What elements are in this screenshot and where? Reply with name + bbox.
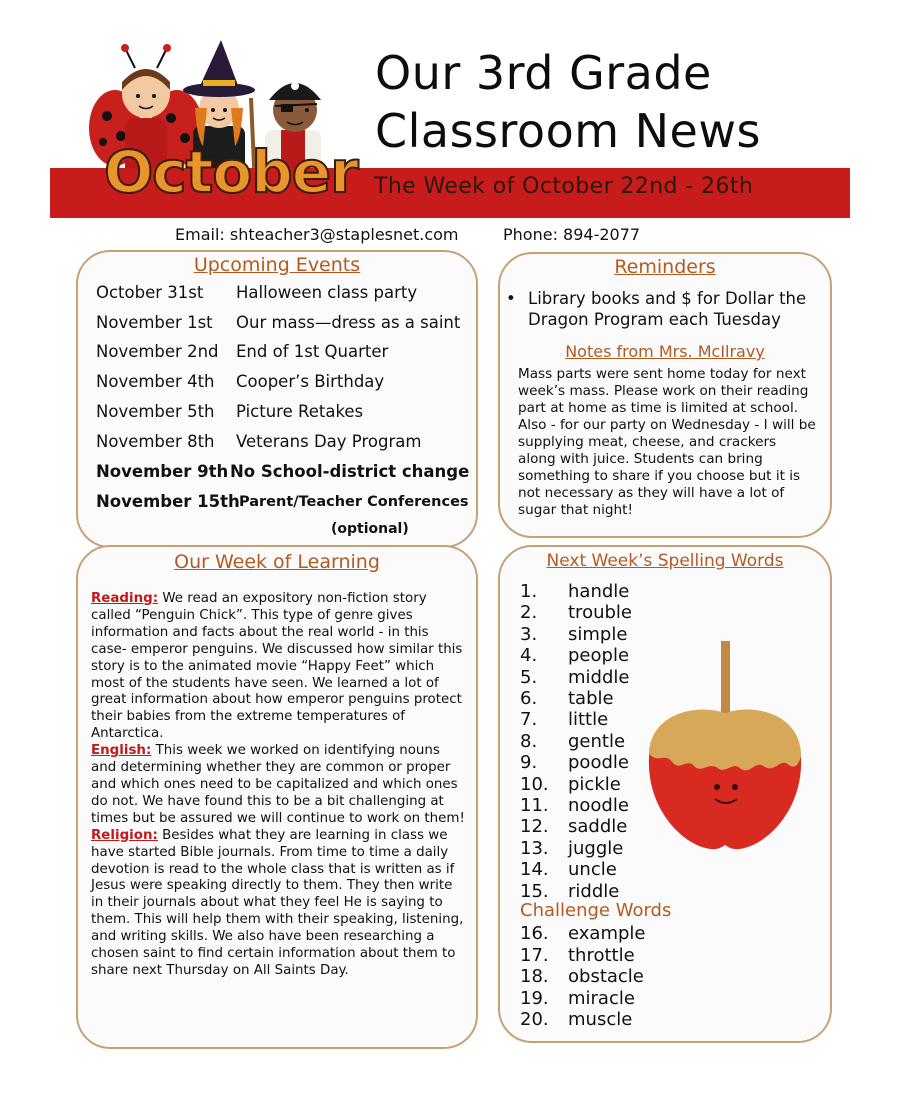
- word-number: 17.: [520, 944, 549, 966]
- word-number: 6.: [520, 688, 538, 709]
- word-number: 9.: [520, 752, 538, 774]
- subject-label: Reading:: [91, 591, 159, 606]
- week-dates: The Week of October 22nd - 26th: [374, 174, 754, 199]
- newsletter-title-line2: Classroom News: [375, 104, 761, 158]
- spelling-word: riddle: [568, 880, 620, 902]
- word-number: 13.: [520, 837, 549, 859]
- week-of-learning-panel: [76, 545, 478, 1049]
- learning-body: [91, 591, 466, 980]
- event-date: November 15th: [96, 492, 240, 511]
- word-number: 18.: [520, 966, 549, 988]
- event-name: Veterans Day Program: [236, 432, 422, 451]
- spelling-word: table: [568, 688, 614, 709]
- subject-text: Besides what they are learning in class we have started Bible journals. From time to time a daily devotion is read to the whole class that is written as if Jesus were speaking directly to them. They then write in their journals about what they feel He is saying to them. This will help them with their speaking, listening, and writing skills. We also have been researching a chosen saint to find certain information about them to share next Thursday on All Saints Day.: [91, 827, 464, 978]
- upcoming-events-heading: Upcoming Events: [193, 254, 361, 276]
- challenge-word: example: [568, 923, 646, 945]
- event-optional-note: (optional): [331, 521, 409, 537]
- learning-section: [91, 828, 466, 980]
- subject-label: English:: [91, 743, 152, 759]
- spelling-word: simple: [568, 623, 628, 645]
- notes-body: Mass parts were sent home today for next week’s mass. Please work on their reading part at home as time is limited at school. Also - for our party on Wednesday - I will be supplying meat, cheese, and crackers along with juice. Students can bring something to share if you choose but it is not necessary as they will have a lot of sugar that night!: [518, 366, 816, 518]
- word-number: 10.: [520, 773, 549, 795]
- learning-heading: Our Week of Learning: [174, 551, 380, 573]
- spelling-word: saddle: [568, 816, 628, 838]
- learning-section: [91, 591, 466, 743]
- word-number: 19.: [520, 987, 549, 1009]
- contact-email: Email: shteacher3@staplesnet.com: [175, 225, 459, 244]
- reminders-heading: Reminders: [614, 256, 716, 278]
- challenge-word: obstacle: [568, 966, 644, 988]
- spelling-word: people: [568, 645, 630, 667]
- event-date: November 4th: [96, 372, 215, 391]
- event-date: November 9th: [96, 462, 229, 481]
- spelling-words-panel: [498, 545, 832, 1043]
- word-number: 11.: [520, 795, 549, 816]
- event-date: November 2nd: [96, 342, 219, 361]
- word-number: 5.: [520, 666, 538, 688]
- bullet-icon: •: [506, 289, 516, 308]
- reminder-text: Library books and $ for Dollar the Dragon Program each Tuesday: [528, 289, 807, 329]
- word-number: 20.: [520, 1009, 549, 1030]
- event-name: Cooper’s Birthday: [236, 372, 385, 391]
- spelling-word: middle: [568, 666, 630, 688]
- word-number: 8.: [520, 730, 538, 752]
- event-name: Halloween class party: [236, 283, 418, 302]
- word-number: 4.: [520, 645, 538, 667]
- spelling-heading: Next Week’s Spelling Words: [546, 551, 784, 571]
- spelling-word: gentle: [568, 730, 626, 752]
- event-name: No School-district change: [230, 462, 470, 481]
- upcoming-events-panel: [76, 250, 478, 548]
- word-number: 15.: [520, 880, 549, 902]
- spelling-word: pickle: [568, 773, 621, 795]
- word-number: 7.: [520, 709, 538, 731]
- notes-heading: Notes from Mrs. McIlravy: [565, 342, 765, 361]
- spelling-word: handle: [568, 581, 630, 602]
- word-number: 16.: [520, 923, 549, 945]
- event-date: November 8th: [96, 432, 215, 451]
- spelling-word: little: [568, 709, 609, 731]
- newsletter-title-line1: Our 3rd Grade: [375, 46, 712, 100]
- event-name: Our mass—dress as a saint: [236, 313, 461, 332]
- event-date: November 5th: [96, 402, 215, 421]
- event-name: Picture Retakes: [236, 402, 364, 421]
- month-graphic-text: October: [104, 138, 358, 206]
- word-number: 14.: [520, 859, 549, 881]
- learning-section: [91, 743, 466, 828]
- challenge-word: throttle: [568, 944, 635, 966]
- subject-label: Religion:: [91, 827, 158, 843]
- challenge-word: muscle: [568, 1009, 633, 1030]
- caramel-apple-illustration: [643, 641, 808, 861]
- contact-phone: Phone: 894-2077: [503, 225, 641, 244]
- spelling-word: poodle: [568, 752, 629, 774]
- word-number: 12.: [520, 816, 549, 838]
- event-name: End of 1st Quarter: [236, 342, 389, 361]
- spelling-word: juggle: [568, 837, 624, 859]
- reminders-panel: [498, 252, 832, 538]
- spelling-word: trouble: [568, 602, 632, 624]
- subject-text: We read an expository non-fiction story called “Penguin Chick”. This type of genre gives information and facts about the real world - in this case- emperor penguins. We discussed how similar this story is to the animated movie “Happy Feet” which most of the students have seen. We learned a lot of great information about how emperor penguins protect their babies from the extreme temperatures of Antarctica.: [91, 591, 463, 742]
- event-date: October 31st: [96, 283, 204, 302]
- word-number: 3.: [520, 623, 538, 645]
- word-number: 2.: [520, 602, 538, 624]
- event-name: Parent/Teacher Conferences: [239, 494, 469, 510]
- subject-text: This week we worked on identifying nouns and determining whether they are common or proper and which ones need to be capitalized and which ones do not. We have found this to be a bit challenging at times but be assured we will continue to work on them!: [91, 743, 465, 826]
- spelling-word: noodle: [568, 795, 629, 816]
- event-date: November 1st: [96, 313, 213, 332]
- word-number: 1.: [520, 581, 538, 602]
- challenge-word: miracle: [568, 987, 635, 1009]
- challenge-words-heading: Challenge Words: [520, 900, 672, 921]
- spelling-word: uncle: [568, 859, 617, 881]
